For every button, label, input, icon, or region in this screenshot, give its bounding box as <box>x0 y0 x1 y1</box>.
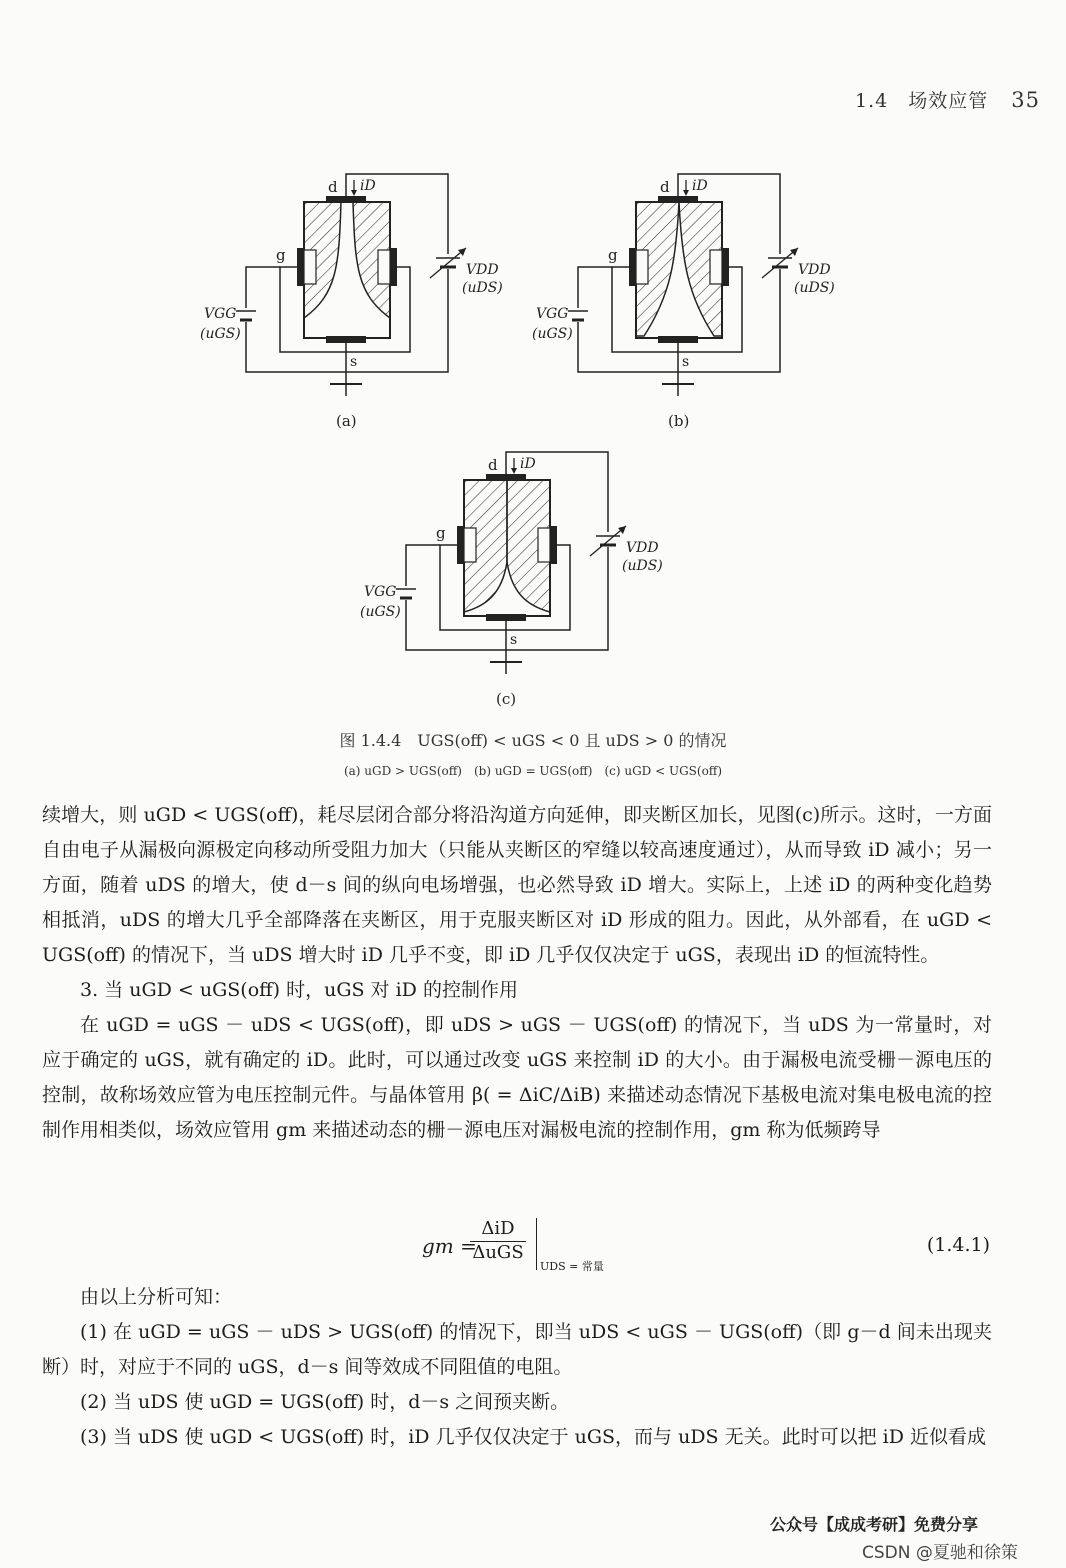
label-s: s <box>682 354 690 370</box>
label-id: iD <box>692 178 708 194</box>
label-id: iD <box>520 456 536 472</box>
page-number: 35 <box>1011 88 1040 112</box>
equation-lhs: gm = <box>422 1234 477 1258</box>
label-ugs: (uGS) <box>200 326 241 342</box>
figure-subcaption: (a) uGD > UGS(off) (b) uGD = UGS(off) (c) uGD < UGS(off) <box>343 764 723 778</box>
paragraph: (3) 当 uDS 使 uGD < UGS(off) 时，iD 几乎仅仅决定于 uGS，而与 uDS 无关。此时可以把 iD 近似看成 <box>80 1426 986 1448</box>
label-ugs: (uGS) <box>532 326 573 342</box>
label-vgg: VGG <box>536 306 569 322</box>
body-text <box>42 798 992 1148</box>
label-d: d <box>660 178 670 196</box>
section-heading: 3. 当 uGD < uGS(off) 时，uGS 对 iD 的控制作用 <box>80 979 518 1001</box>
label-g: g <box>436 524 446 542</box>
label-g: g <box>608 246 618 264</box>
label-vgg: VGG <box>204 306 237 322</box>
figure-b <box>522 166 852 436</box>
paragraph: (2) 当 uDS 使 uGD = UGS(off) 时，d－s 之间预夹断。 <box>80 1391 570 1413</box>
equation-numerator: ΔiD <box>470 1218 526 1242</box>
equation-number: (1.4.1) <box>926 1234 990 1256</box>
label-uds: (uDS) <box>462 280 503 296</box>
paragraph: 续增大，则 uGD < UGS(off)，耗尽层闭合部分将沿沟道方向延伸，即夹断区加长，见图(c)所示。这时，一方面自由电子从漏极向源极定向移动所受阻力加大（只能从夹断区的窄缝以较高速度通过），从而导致 iD 减小；另一方面，随着 uDS 的增大，使 d－s 间的纵向电场增强，也必然导致 iD 增大。实际上，上述 iD 的两种变化趋势相抵消，uDS 的增大几乎全部降落在夹断区，用于克服夹断区对 iD 形成的阻力。因此，从外部看，在 uGD < UGS(off) 的情况下，当 uDS 增大时 iD 几乎不变，即 iD 几乎仅仅决定于 uGS，表现出 iD 的恒流特性。 <box>42 804 992 966</box>
subfigure-label: (b) <box>668 412 690 430</box>
label-vdd: VDD <box>626 540 659 556</box>
label-uds: (uDS) <box>622 558 663 574</box>
paragraph: 由以上分析可知： <box>80 1286 233 1308</box>
figure-caption: 图 1.4.4 UGS(off) < uGS < 0 且 uDS > 0 的情况 <box>339 731 727 750</box>
equation-denominator: ΔuGS <box>472 1242 524 1263</box>
subfigure-label: (c) <box>496 690 517 708</box>
equation <box>0 1218 1066 1278</box>
watermark: CSDN @夏驰和徐策 <box>862 1543 1018 1563</box>
body-text-continued <box>42 1280 992 1455</box>
label-uds: (uDS) <box>794 280 835 296</box>
label-d: d <box>328 178 338 196</box>
figure-c <box>350 444 680 714</box>
figure-a <box>190 166 520 436</box>
label-s: s <box>350 354 358 370</box>
label-ugs: (uGS) <box>360 604 401 620</box>
evaluation-bar <box>536 1218 537 1270</box>
label-vdd: VDD <box>798 262 831 278</box>
equation-fraction <box>470 1218 526 1263</box>
label-vdd: VDD <box>466 262 499 278</box>
page-header <box>855 86 1040 113</box>
label-s: s <box>510 632 518 648</box>
footer-note: 公众号【成成考研】免费分享 <box>770 1515 979 1534</box>
paragraph: (1) 在 uGD = uGS － uDS > UGS(off) 的情况下，即当 uDS < uGS － UGS(off)（即 g－d 间未出现夹断）时，对应于不同的 uGS，d－s 间等效成不同阻值的电阻。 <box>42 1321 992 1378</box>
label-d: d <box>488 456 498 474</box>
label-g: g <box>276 246 286 264</box>
label-id: iD <box>360 178 376 194</box>
paragraph: 在 uGD = uGS － uDS < UGS(off)，即 uDS > uGS － UGS(off) 的情况下，当 uDS 为一常量时，对应于确定的 uGS，就有确定的 iD。此时，可以通过改变 uGS 来控制 iD 的大小。由于漏极电流受栅－源电压的控制，故称场效应管为电压控制元件。与晶体管用 β( = ΔiC/ΔiB) 来描述动态情况下基极电流对集电极电流的控制作用相类似，场效应管用 gm 来描述动态的栅－源电压对漏极电流的控制作用，gm 称为低频跨导 <box>42 1014 992 1141</box>
subfigure-label: (a) <box>336 412 357 430</box>
label-vgg: VGG <box>364 584 397 600</box>
equation-condition: UDS = 常量 <box>540 1260 604 1273</box>
section-title: 1.4 场效应管 <box>855 90 989 112</box>
